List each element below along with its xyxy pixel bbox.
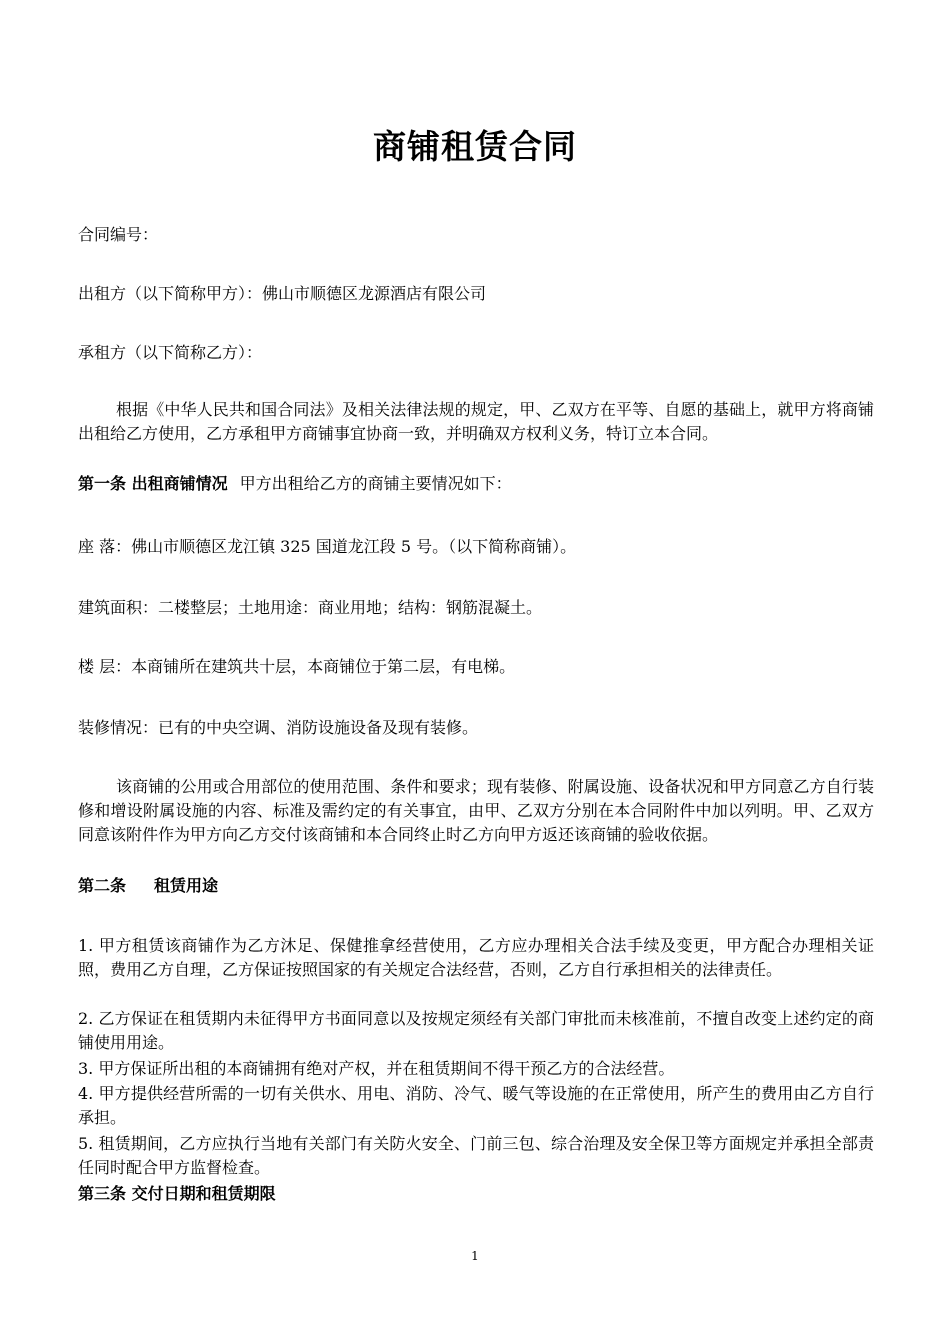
article2-item-2: 2. 乙方保证在租赁期内未征得甲方书面同意以及按规定须经有关部门审批而未核准前，不擅自改变上述约定的商铺使用用途。 (78, 1009, 874, 1052)
area-line: 建筑面积：二楼整层；土地用途：商业用地；结构：钢筋混凝土。 (78, 598, 543, 617)
decoration-line: 装修情况：已有的中央空调、消防设施设备及现有装修。 (78, 718, 479, 737)
lessor-name: 佛山市顺德区龙源酒店有限公司 (262, 284, 487, 303)
article2-item-5: 5. 租赁期间，乙方应执行当地有关部门有关防火安全、门前三包、综合治理及安全保卫等方面规定并承担全部责任同时配合甲方监督检查。 (78, 1134, 874, 1177)
article2-heading-title: 租赁用途 (154, 876, 219, 895)
article3-heading: 第三条 交付日期和租赁期限 (78, 1184, 276, 1203)
article1-heading: 第一条 出租商铺情况 (78, 474, 228, 493)
article1-lead: 甲方出租给乙方的商铺主要情况如下： (239, 474, 512, 493)
lessor-label: 出租方（以下简称甲方）： (78, 284, 263, 303)
contract-number-label: 合同编号： (78, 225, 159, 244)
article1-heading-line (78, 472, 874, 496)
article2-item-4: 4. 甲方提供经营所需的一切有关供水、用电、消防、冷气、暖气等设施的在正常使用，所产生的费用由乙方自行承担。 (78, 1084, 874, 1127)
document-title: 商铺租赁合同 (373, 127, 577, 166)
article2-heading (78, 874, 874, 898)
floor-line: 楼 层：本商铺所在建筑共十层，本商铺位于第二层，有电梯。 (78, 657, 516, 676)
intro-paragraph: 根据《中华人民共和国合同法》及相关法律法规的规定，甲、乙双方在平等、自愿的基础上，就甲方将商铺出租给乙方使用，乙方承租甲方商铺事宜协商一致，并明确双方权利义务，特订立本合同。 (78, 400, 874, 443)
article2-heading-prefix: 第二条 (78, 876, 127, 895)
article2-item-1: 1. 甲方租赁该商铺作为乙方沐足、保健推拿经营使用，乙方应办理相关合法手续及变更，甲方配合办理相关证照，费用乙方自理，乙方保证按照国家的有关规定合法经营，否则，乙方自行承担相关的法律责任。 (78, 936, 874, 979)
contract-number-line (78, 223, 874, 247)
lessor-line (78, 282, 874, 306)
location-line: 座 落：佛山市顺德区龙江镇 325 国道龙江段 5 号。（以下简称商铺）。 (78, 537, 577, 556)
lessee-line (78, 341, 874, 365)
annex-paragraph: 该商铺的公用或合用部位的使用范围、条件和要求；现有装修、附属设施、设备状况和甲方同意乙方自行装修和增设附属设施的内容、标准及需约定的有关事宜，由甲、乙双方分别在本合同附件中加以列明。甲、乙双方同意该附件作为甲方向乙方交付该商铺和本合同终止时乙方向甲方返还该商铺的验收依据。 (78, 777, 874, 844)
page-number: 1 (471, 1249, 479, 1263)
lessee-label: 承租方（以下简称乙方）： (78, 343, 263, 362)
article2-item-3: 3. 甲方保证所出租的本商铺拥有绝对产权，并在租赁期间不得干预乙方的合法经营。 (78, 1059, 675, 1078)
